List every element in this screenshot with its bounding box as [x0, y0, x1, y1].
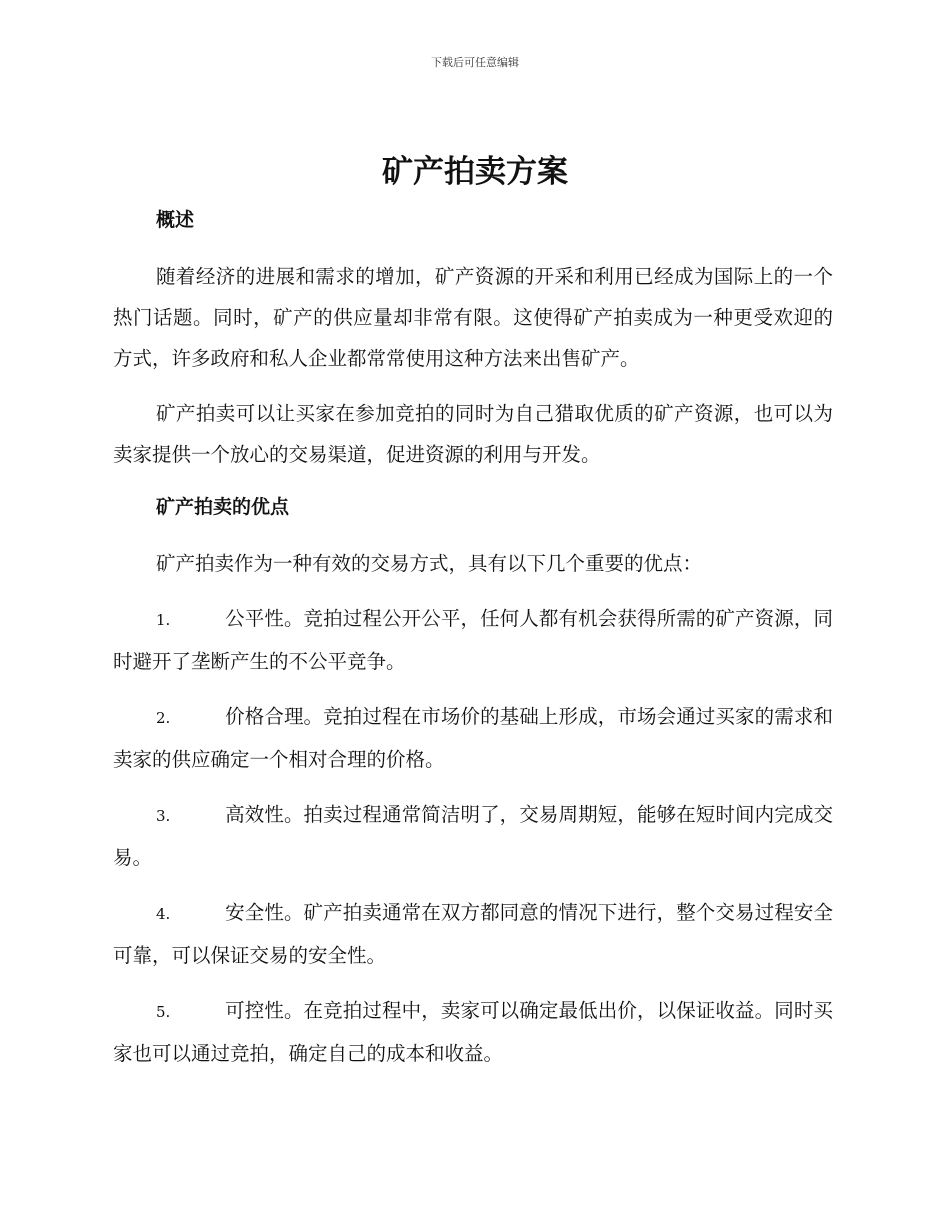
list-item	[113, 598, 833, 682]
list-item	[113, 990, 833, 1074]
document-body	[113, 202, 833, 1074]
header-note: 下载后可任意编辑	[431, 56, 519, 69]
section-heading-advantages: 矿产拍卖的优点	[156, 496, 290, 518]
list-item-number: 4.	[156, 905, 171, 923]
list-item	[113, 696, 833, 780]
list-item-number: 3.	[156, 807, 171, 825]
list-item-text: 安全性。矿产拍卖通常在双方都同意的情况下进行，整个交易过程安全可靠，可以保证交易的安全性。	[113, 901, 833, 967]
list-item-text: 价格合理。竞拍过程在市场价的基础上形成，市场会通过买家的需求和卖家的供应确定一个相对合理的价格。	[113, 705, 833, 771]
list-item-text: 高效性。拍卖过程通常简洁明了，交易周期短，能够在短时间内完成交易。	[113, 803, 833, 869]
list-item-text: 公平性。竞拍过程公开公平，任何人都有机会获得所需的矿产资源，同时避开了垄断产生的不公平竞争。	[113, 607, 833, 673]
list-item-number: 2.	[156, 709, 171, 727]
paragraph: 矿产拍卖作为一种有效的交易方式，具有以下几个重要的优点：	[156, 552, 703, 575]
section-heading-overview: 概述	[156, 209, 195, 231]
list-item	[113, 794, 833, 878]
list-item-number: 1.	[156, 611, 171, 629]
document-title: 矿产拍卖方案	[382, 154, 568, 190]
paragraph: 矿产拍卖可以让买家在参加竞拍的同时为自己猎取优质的矿产资源，也可以为卖家提供一个放心的交易渠道，促进资源的利用与开发。	[113, 402, 833, 466]
list-item-number: 5.	[156, 1003, 171, 1021]
list-item-text: 可控性。在竞拍过程中，卖家可以确定最低出价，以保证收益。同时买家也可以通过竞拍，确定自己的成本和收益。	[113, 999, 833, 1065]
paragraph: 随着经济的进展和需求的增加，矿产资源的开采和利用已经成为国际上的一个热门话题。同时，矿产的供应量却非常有限。这使得矿产拍卖成为一种更受欢迎的方式，许多政府和私人企业都常常使用这种方法来出售矿产。	[113, 265, 833, 370]
list-item	[113, 892, 833, 976]
